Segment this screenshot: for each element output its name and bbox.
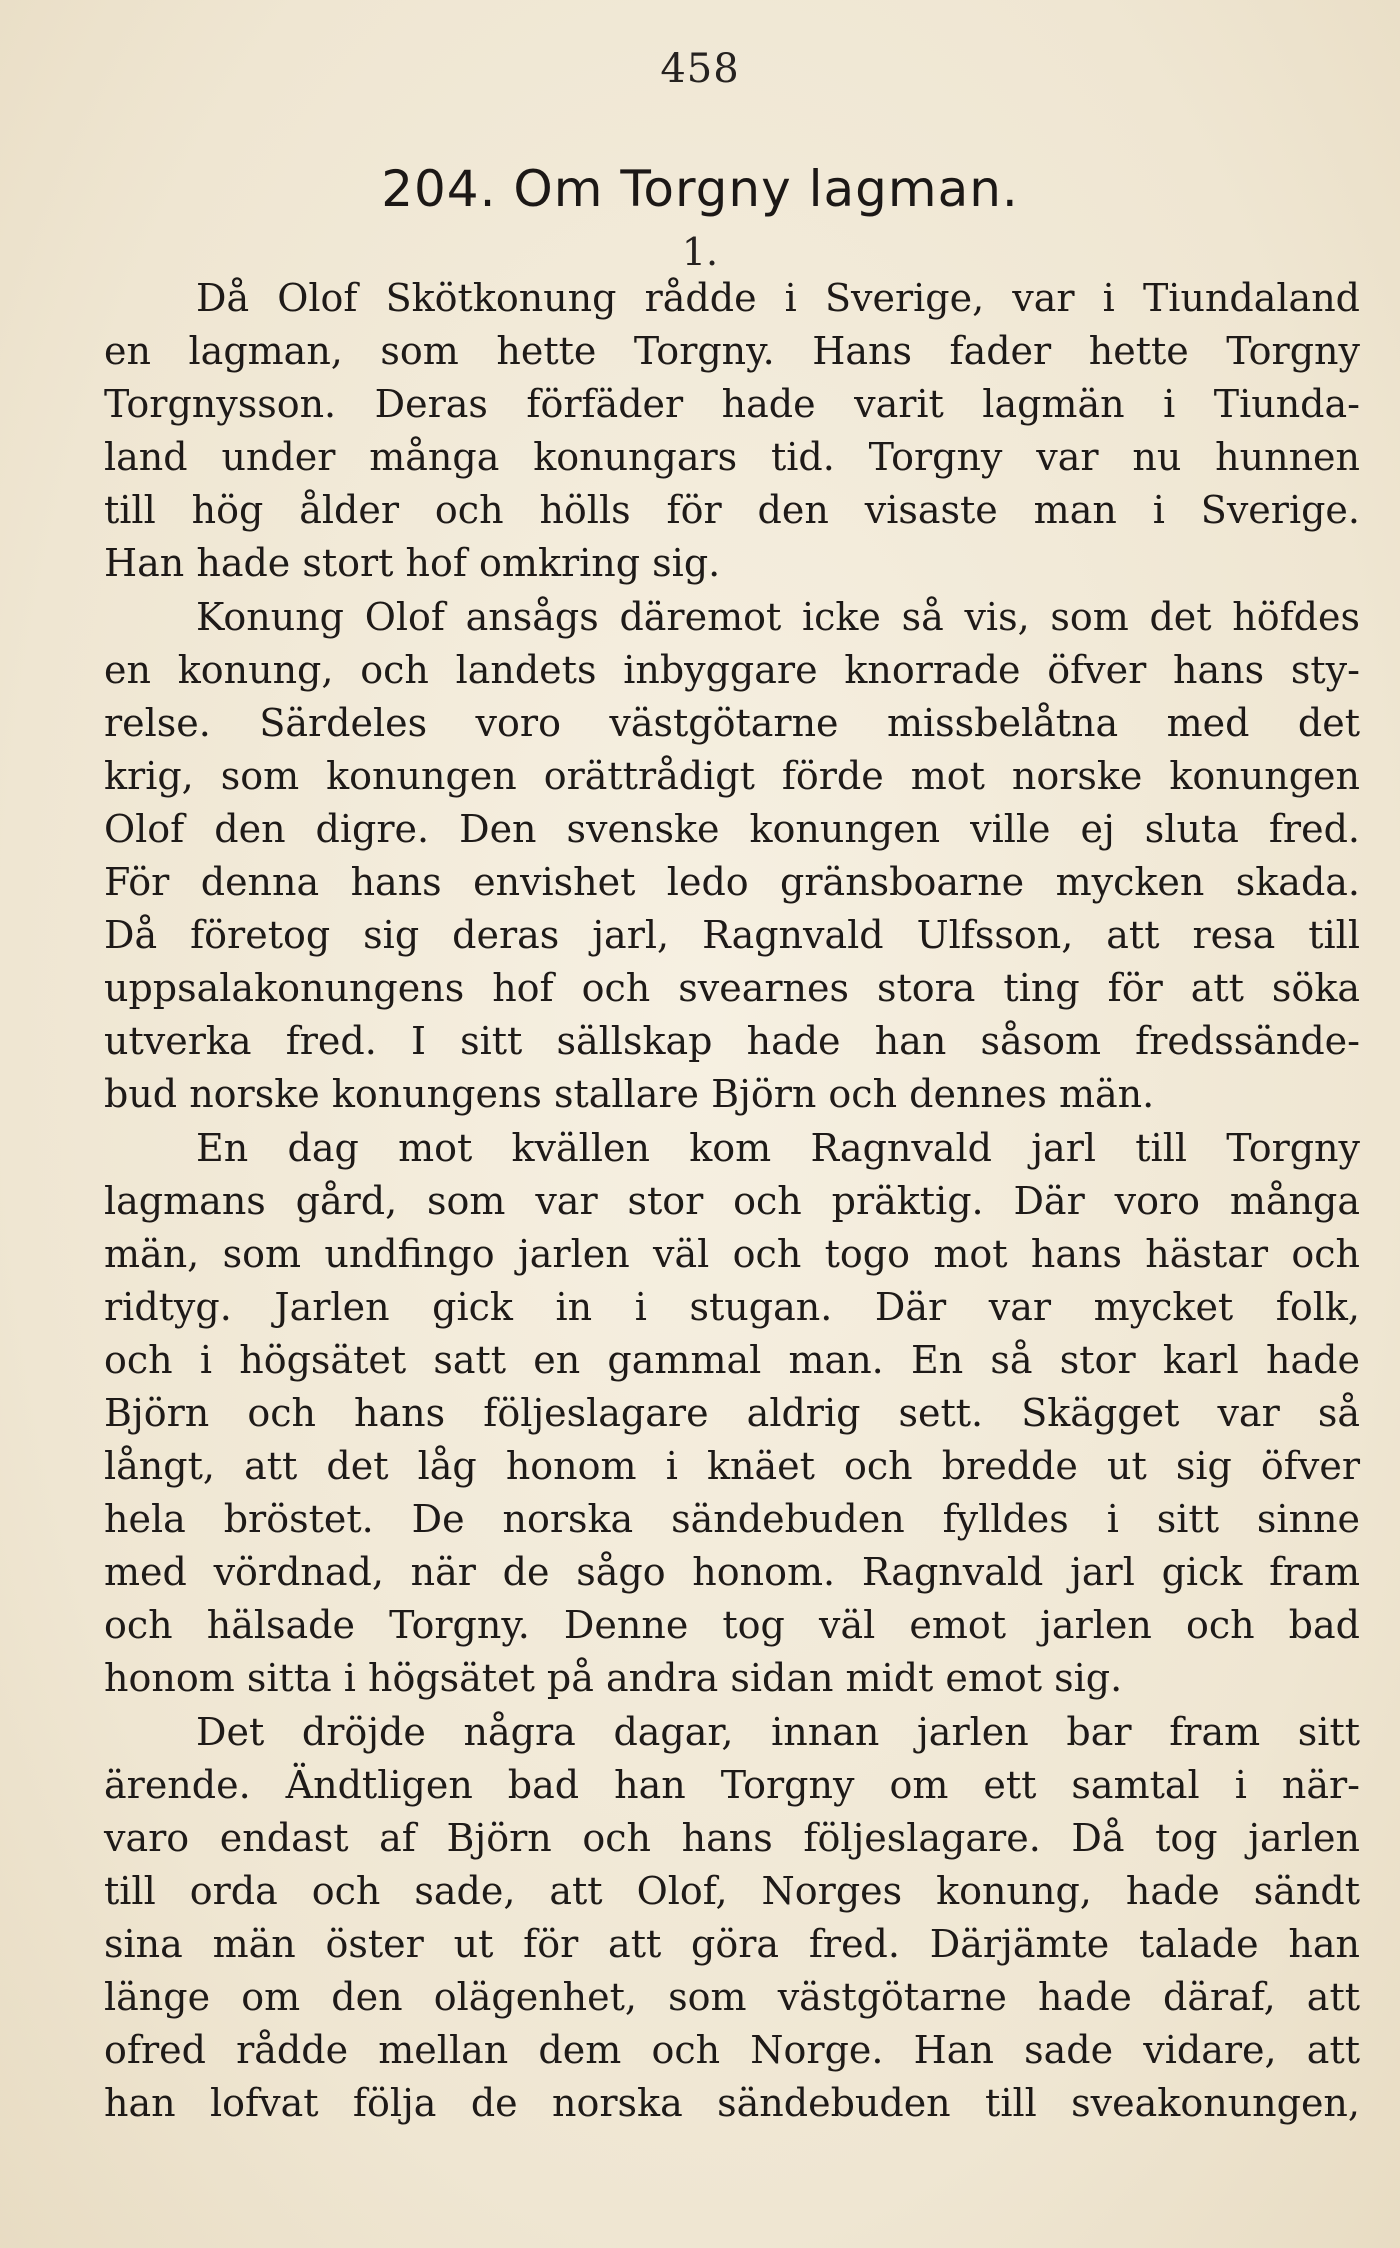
text-line: varo endast af Björn och hans följeslagare. Då tog jarlen [104,1815,1360,1860]
text-line: ofred rådde mellan dem och Norge. Han sade vidare, att [104,2028,1360,2073]
text-line: honom sitta i högsätet på andra sidan midt emot sig. [104,1656,1123,1701]
text-line: För denna hans envishet ledo gränsboarne mycken skada. [104,860,1360,905]
text-line: lagmans gård, som var stor och präktig. Där voro många [104,1178,1360,1223]
text-line: och hälsade Torgny. Denne tog väl emot jarlen och bad [104,1603,1360,1648]
text-line: krig, som konungen orättrådigt förde mot norske konungen [104,753,1360,798]
text-line: en lagman, som hette Torgny. Hans fader hette Torgny [104,329,1360,374]
text-line: länge om den olägenhet, som västgötarne hade däraf, att [104,1975,1360,2019]
text-line: ärende. Ändtligen bad han Torgny om ett samtal i när- [104,1762,1360,1807]
section-number: 1. [681,230,719,274]
text-line: Konung Olof ansågs däremot icke så vis, som det höfdes [196,594,1360,639]
text-line: Då Olof Skötkonung rådde i Sverige, var i Tiundaland [196,276,1360,320]
text-line: en konung, och landets inbyggare knorrade öfver hans sty- [104,647,1360,692]
text-line: med vördnad, när de sågo honom. Ragnvald jarl gick fram [104,1550,1360,1595]
text-line: Det dröjde några dagar, innan jarlen bar fram sitt [196,1709,1360,1754]
text-line: Då företog sig deras jarl, Ragnvald Ulfsson, att resa till [104,913,1360,958]
text-line: Han hade stort hof omkring sig. [104,541,721,586]
text-line: män, som undfingo jarlen väl och togo mot hans hästar och [104,1231,1360,1276]
text-line: uppsalakonungens hof och svearnes stora ting för att söka [104,966,1360,1011]
text-line: land under många konungars tid. Torgny var nu hunnen [104,435,1360,480]
page-number: 458 [660,46,740,92]
text-line: långt, att det låg honom i knäet och bredde ut sig öfver [104,1444,1360,1489]
text-line: Olof den digre. Den svenske konungen ville ej sluta fred. [104,806,1360,851]
text-line: han lofvat följa de norska sändebuden till sveakonungen, [104,2081,1360,2126]
text-line: och i högsätet satt en gammal man. En så stor karl hade [104,1337,1360,1382]
chapter-heading: 204. Om Torgny lagman. [381,160,1019,218]
text-line: utverka fred. I sitt sällskap hade han såsom fredssände- [104,1019,1360,1064]
text-line: ridtyg. Jarlen gick in i stugan. Där var mycket folk, [104,1284,1360,1329]
text-line: hela bröstet. De norska sändebuden fylldes i sitt sinne [104,1497,1360,1542]
text-line: sina män öster ut för att göra fred. Därjämte talade han [104,1921,1360,1966]
text-line: En dag mot kvällen kom Ragnvald jarl till Torgny [196,1125,1360,1170]
text-line: bud norske konungens stallare Björn och dennes män. [104,1072,1155,1117]
text-line: Torgnysson. Deras förfäder hade varit lagmän i Tiunda- [104,382,1360,427]
body-text [104,272,1360,2130]
text-line: till hög ålder och hölls för den visaste man i Sverige. [104,488,1360,533]
text-line: Björn och hans följeslagare aldrig sett. Skägget var så [104,1390,1360,1435]
text-line: relse. Särdeles voro västgötarne missbelåtna med det [104,700,1360,745]
text-line: till orda och sade, att Olof, Norges konung, hade sändt [104,1868,1360,1913]
